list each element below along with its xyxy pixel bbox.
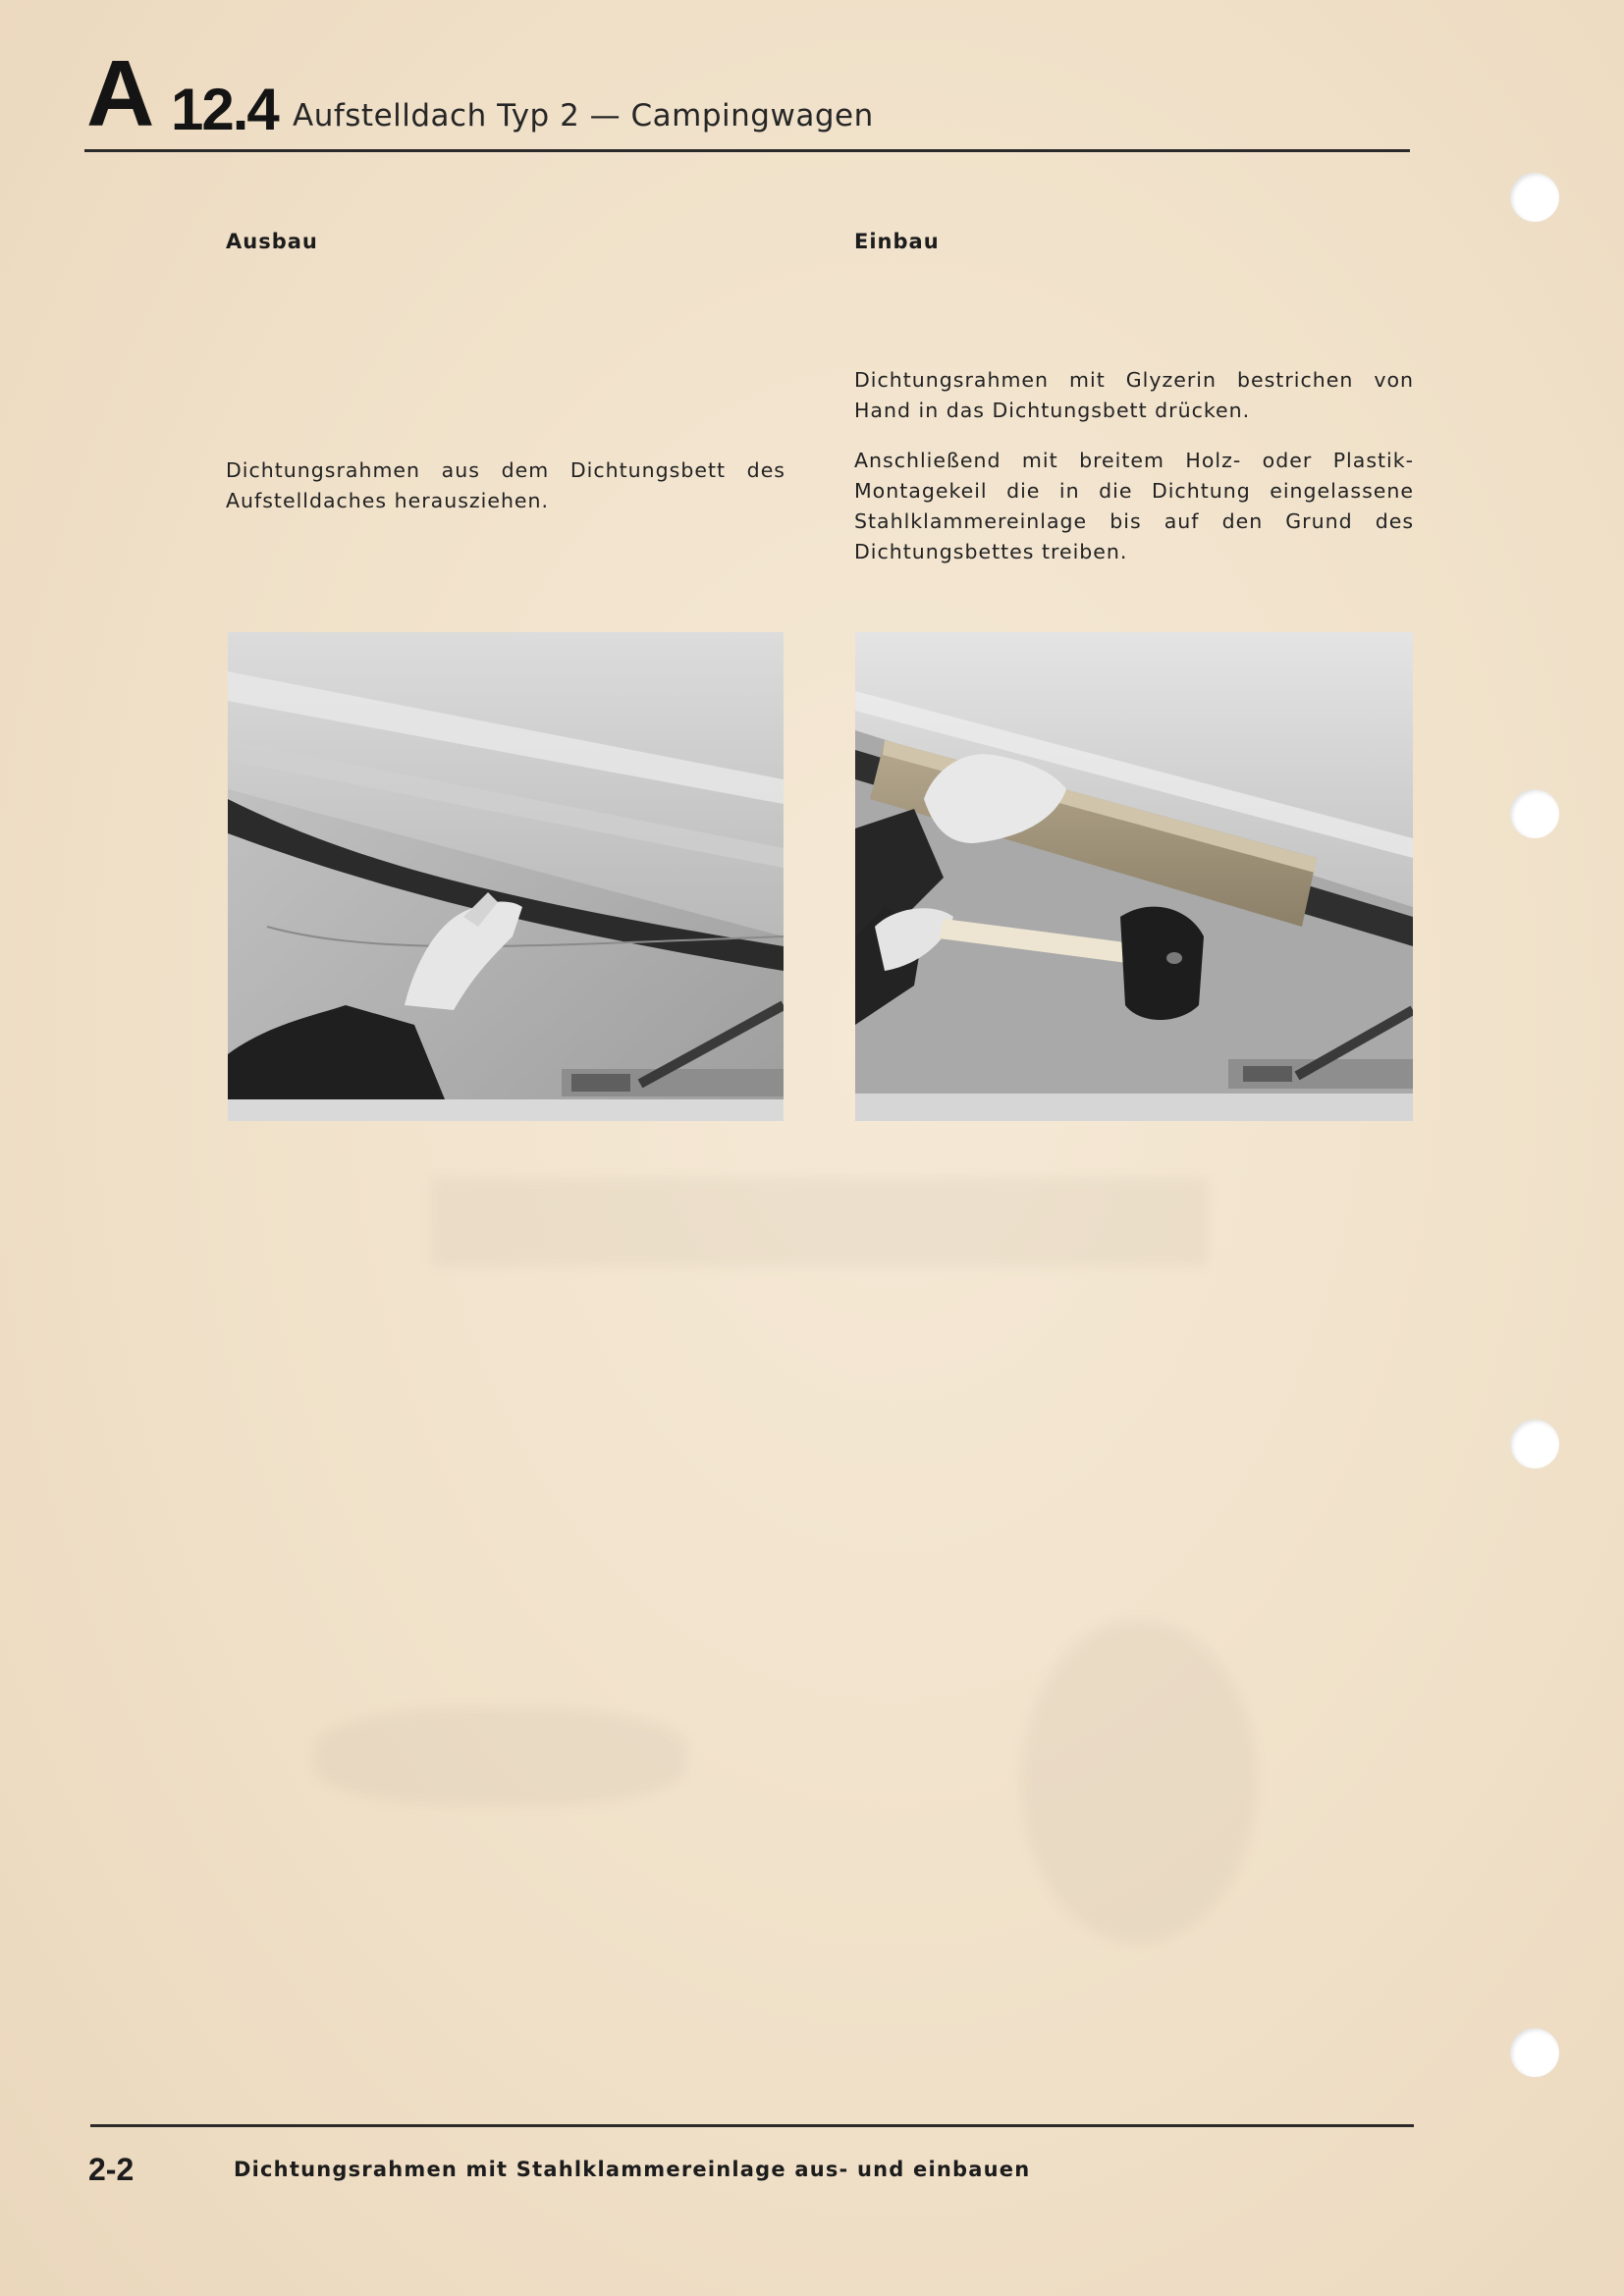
show-through [314, 1708, 687, 1806]
page-title: Aufstelldach Typ 2 — Campingwagen [293, 98, 874, 133]
installation-column [854, 228, 1414, 567]
page-number: 2-2 [88, 2152, 135, 2187]
installation-heading: Einbau [854, 230, 940, 253]
binder-hole [1510, 789, 1559, 838]
photo-hammering-wedge-icon [855, 632, 1413, 1121]
footer-caption: Dichtungsrahmen mit Stahlklammereinlage aus- und einbauen [234, 2158, 1031, 2181]
binder-hole [1510, 173, 1559, 222]
section-number: 12.4 [171, 77, 278, 142]
show-through [1021, 1620, 1257, 1944]
removal-column [226, 228, 785, 516]
installation-text-1: Dichtungsrahmen mit Glyzerin bestrichen von Hand in das Dichtungsbett drücken. [854, 368, 1414, 422]
page-header [84, 41, 1410, 146]
binder-hole [1510, 1419, 1559, 1468]
removal-text: Dichtungsrahmen aus dem Dichtungsbett des Aufstelldaches herausziehen. [226, 458, 785, 512]
section-letter: A [86, 41, 151, 146]
binder-hole [1510, 2028, 1559, 2077]
show-through [432, 1178, 1208, 1266]
photo-pulling-seal-frame-icon [228, 632, 784, 1121]
installation-text-2: Anschließend mit breitem Holz- oder Plastik-Montagekeil die in die Dichtung eingelassene Stahlklammereinlage bis auf den Grund des Dichtungsbettes treiben. [854, 449, 1414, 563]
footer-divider [90, 2124, 1414, 2127]
header-divider [84, 149, 1410, 152]
removal-heading: Ausbau [226, 230, 318, 253]
